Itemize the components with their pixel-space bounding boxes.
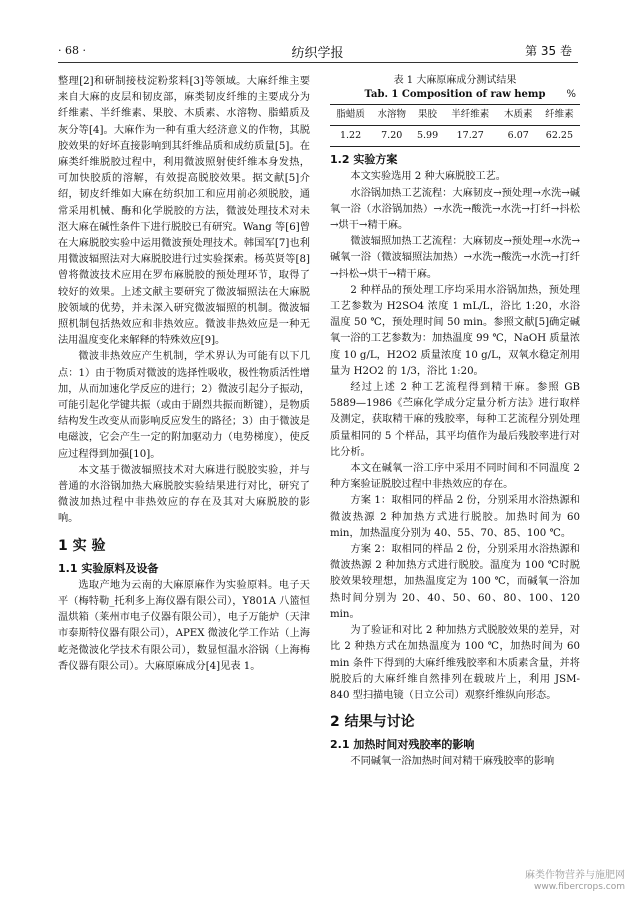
header-rule: [58, 62, 578, 63]
body-paragraph: 本文在碱氧一浴工序中采用不同时间和不同温度 2 种方案验证脱胶过程中非热效应的存在。: [330, 463, 580, 491]
table-header-cell: 脂蜡质: [336, 109, 365, 120]
page-header: [0, 0, 635, 66]
intro-paragraph-3: 本文基于微波辐照技术对大麻进行脱胶实验，并与普通的水浴锅加热大麻脱胶实验结果进行对比，研究了微波加热过程中非热效应的存在及其对大麻脱胶的影响。: [58, 464, 310, 525]
table-caption-en: [330, 88, 580, 102]
volume-label: 第 35 卷: [525, 44, 572, 58]
table-cell: 62.25: [545, 130, 573, 142]
body-paragraph: 水浴锅加热工艺流程：大麻韧皮→预处理→水洗→碱氧一浴（水浴锅加热）→水洗→酸洗→水洗→打纤→抖松→烘干→精干麻。: [330, 187, 580, 232]
body-paragraph: 方案 1：取相同的样品 2 份，分别采用水浴热源和微波热源 2 种加热方式进行脱胶。加热时间为 60 min，加热温度分别为 40、55、70、85、100 ℃。: [330, 495, 580, 539]
table-1: [330, 74, 580, 147]
body-paragraph: 为了验证和对比 2 种加热方式脱胶效果的差异，对比 2 种热方式在加热温度为 100 ℃，加热时间为 60 min 条件下得到的大麻纤维残胶率和木质素含量，并将脱胶后的大麻纤维自然排列在载玻片上，利用 JSM-840 型扫描电镜（日立公司）观察纤维纵向形态。: [330, 625, 580, 701]
intro-paragraph-2: 微波非热效应产生机制，学术界认为可能有以下几点：1）由于物质对微波的选择性吸收，极性物质活性增加，从而加速化学反应的进行；2）微波引起分子振动，可能引起化学键共振（或由于剧烈共振而断键），是物质结构发生改变从而影响反应发生的路径；3）由于微波是电磁波，它会产生一定的附加驱动力（电势梯度），使反应过程得到加强[10]。: [58, 351, 310, 460]
table-cell: 5.99: [416, 130, 439, 142]
composition-table: [330, 104, 580, 147]
left-column: [58, 74, 310, 675]
table-header-cell: 纤维素: [545, 109, 574, 120]
watermark-url: www.fibercrops.com: [534, 882, 625, 892]
table-cell: 6.07: [507, 130, 529, 142]
table-caption: 表 1 大麻原麻成分测试结果: [393, 75, 517, 86]
section-2-1-heading: 2.1 加热时间对残胶率的影响: [330, 738, 475, 752]
table-caption-en-text: Tab. 1 Composition of raw hemp: [364, 89, 546, 100]
section-1-2-heading: 1.2 实验方案: [330, 153, 398, 167]
table-header-row: [330, 105, 580, 126]
table-row: [330, 126, 580, 147]
table-header-cell: 木质素: [503, 109, 533, 120]
watermark-text: 麻类作物营养与施肥网: [525, 870, 625, 881]
body-paragraph: 2 种样品的预处理工序均采用水浴锅加热，预处理工艺参数为 H2SO4 浓度 1 mL/L，浴比 1:20，水浴温度 50 ℃，预处理时间 50 min。参照文献[5]确定碱氧一浴的工艺参数为：加热温度 99 ℃，NaOH 质量浓度 10 g/L，H2O2 质量浓度 10 g/L，双氧水稳定剂用量为 H2O2 的 1/3，浴比 1:20。: [330, 284, 580, 377]
body-paragraph: 方案 2：取相同的样品 2 份，分别采用水浴热源和微波热源 2 种加热方式进行脱胶。温度为 100 ℃时脱胶效果较理想，加热温度定为 100 ℃，而碱氧一浴加热时间分别为 20、40、50、60、80、100、120 min。: [330, 544, 580, 620]
section-1-heading: 1 实 验: [58, 537, 106, 554]
section-1-1-heading: 1.1 实验原料及设备: [58, 561, 159, 575]
intro-paragraph-1: 整理[2]和研制接枝淀粉浆料[3]等领域。大麻纤维主要来自大麻的皮层和韧皮部，麻类韧皮纤维的主要成分为纤维素、半纤维素、果胶、木质素、水溶物、脂蜡质及灰分等[4]。大麻作为一种有重大经济意义的作物，其脱胶效果的好坏直接影响到其纤维品质和成纺质量[5]。在麻类纤维脱胶过程中，利用微波照射使纤维本身发热，可加快胶质的溶解，有效提高脱胶效果。据文献[5]介绍，韧皮纤维如大麻在纺织加工和应用前必须脱胶，通常采用机械、酶和化学脱胶的方法，微波处理技术对未沤大麻在碱性条件下进行脱胶已有研究。Wang 等[6]曾在大麻脱胶实验中运用微波预处理技术。韩国军[7]也利用微波辐照法对大麻脱胶进行过实验探索。杨英贤等[8]曾将微波技术应用在罗布麻脱胶的预处理环节，取得了较好的效果。上述文献主要研究了微波辐照法在大麻脱胶领域的优势，并未深入研究微波辐照的机制。微波辐照机制包括热效应和非热效应。微波非热效应是一种无法用温度变化来解释的特殊效应[9]。: [58, 76, 310, 347]
table-header-cell: 水溶物: [377, 109, 406, 120]
table-header-cell: 半纤维素: [451, 109, 490, 120]
page-number: · 68 ·: [58, 44, 86, 57]
section-1-1-body: 选取产地为云南的大麻原麻作为实验原料。电子天平（梅特勒_托利多上海仪器有限公司），Y801A 八篮恒温烘箱（莱州市电子仪器有限公司），电子万能炉（天津市泰斯特仪器有限公司），APEX 微波化学工作站（上海屹尧微波化学技术有限公司），数显恒温水浴锅（上海梅香仪器有限公司）。大麻原麻成分[4]见表 1。: [58, 579, 310, 672]
table-cell: 7.20: [381, 130, 403, 142]
journal-title: 纺织学报: [291, 46, 344, 61]
section-2-heading: 2 结果与讨论: [330, 714, 415, 731]
table-unit: %: [566, 89, 576, 100]
right-column: [330, 74, 580, 770]
body-paragraph: 经过上述 2 种工艺流程得到精干麻。参照 GB 5889—1986《苎麻化学成分定量分析方法》进行取样及测定，获取精干麻的残胶率，每种工艺流程分别处理质量相同的 5 个样品，其平均值作为最后残胶率进行对比分析。: [330, 382, 580, 458]
table-header-cell: 果胶: [418, 109, 438, 120]
body-paragraph: 微波辐照加热工艺流程：大麻韧皮→预处理→水洗→碱氧一浴（微波辐照法加热）→水洗→酸洗→水洗→打纤→抖松→烘干→精干麻。: [330, 236, 580, 280]
table-cell: 17.27: [456, 130, 484, 142]
table-cell: 1.22: [339, 130, 362, 142]
section-2-1-body: 不同碱氧一浴加热时间对精干麻残胶率的影响: [350, 756, 555, 768]
body-paragraph: 本文实验选用 2 种大麻脱胶工艺。: [350, 171, 506, 183]
